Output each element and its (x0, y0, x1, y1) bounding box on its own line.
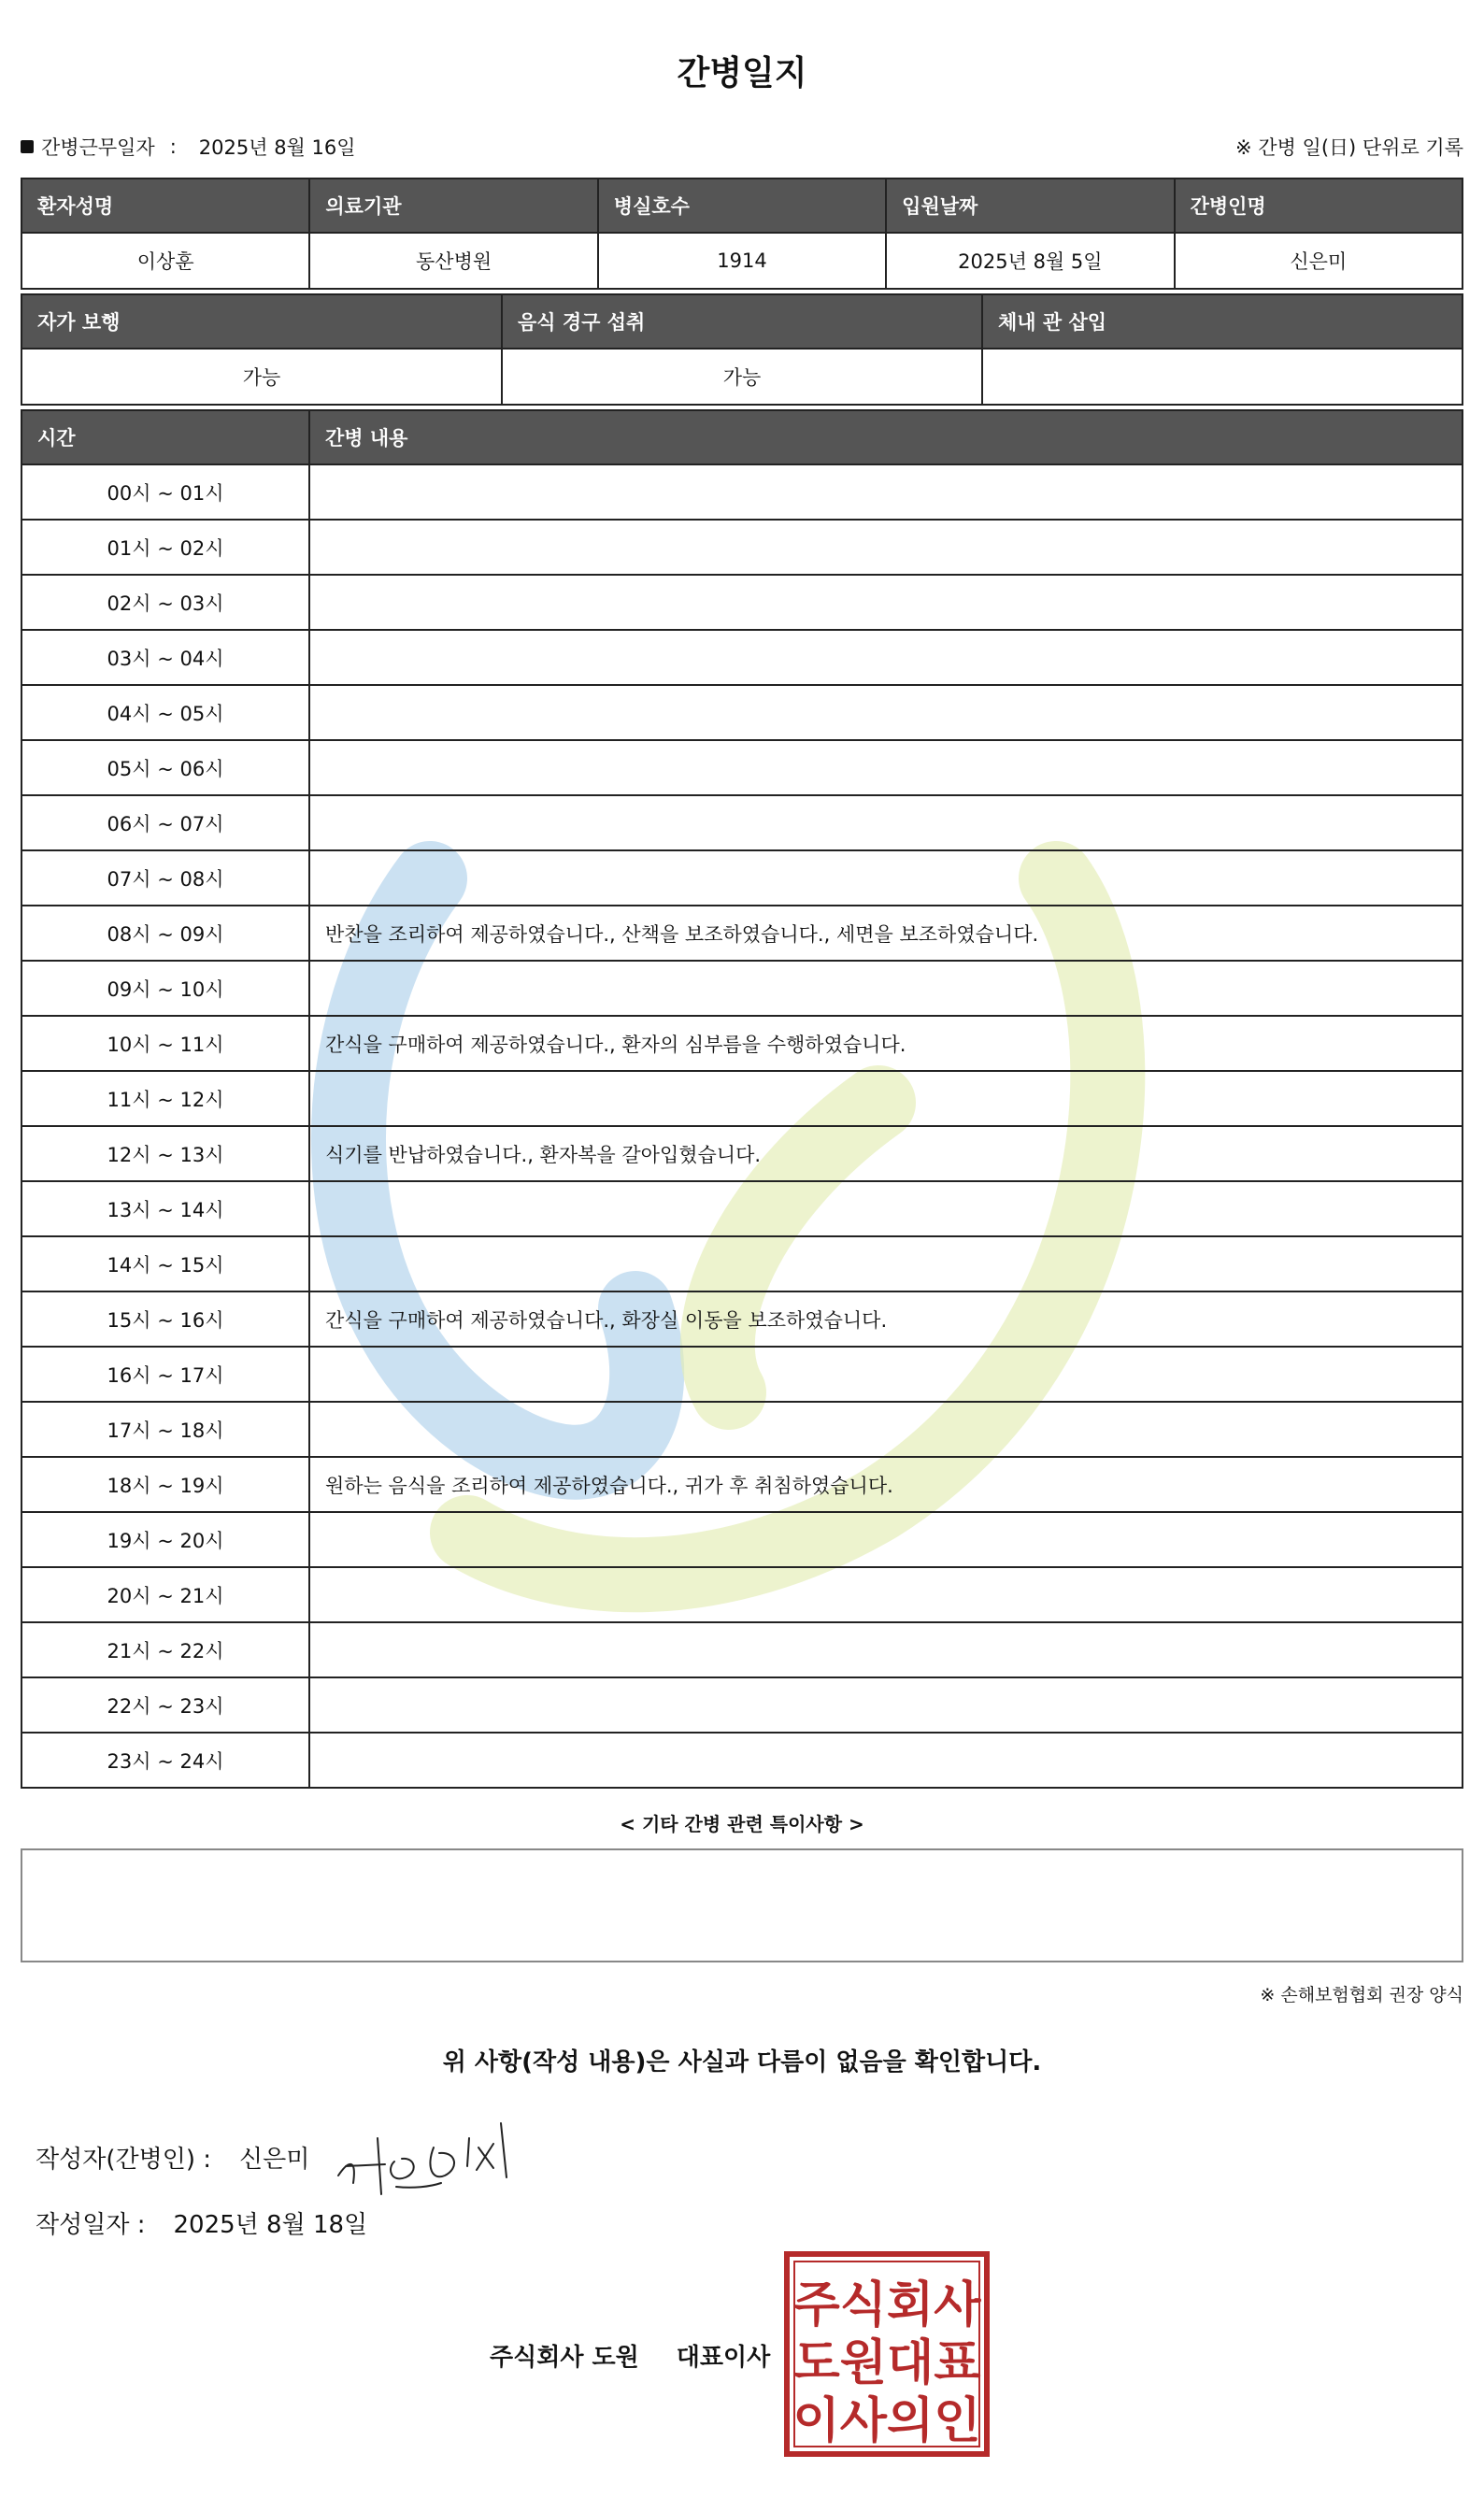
time-slot: 18시 ~ 19시 (21, 1457, 309, 1512)
table-row (21, 795, 1463, 850)
header-oral-intake: 음식 경구 섭취 (502, 294, 982, 349)
header-time: 시간 (21, 410, 309, 464)
table-row (21, 575, 1463, 630)
care-content (309, 1512, 1463, 1567)
time-slot: 07시 ~ 08시 (21, 850, 309, 906)
work-date-label: 간병근무일자 (41, 136, 155, 159)
care-content (309, 1071, 1463, 1126)
time-slot: 10시 ~ 11시 (21, 1016, 309, 1071)
table-row (21, 1291, 1463, 1347)
care-content: 식기를 반납하였습니다., 환자복을 갈아입혔습니다. (309, 1126, 1463, 1181)
table-row (21, 1402, 1463, 1457)
header-tube-insertion: 체내 관 삽입 (982, 294, 1463, 349)
table-row (21, 520, 1463, 575)
table-row (21, 1071, 1463, 1126)
written-date-label: 작성일자 : (36, 2211, 146, 2239)
tube-insertion-value (982, 349, 1463, 405)
time-slot: 12시 ~ 13시 (21, 1126, 309, 1181)
time-slot: 03시 ~ 04시 (21, 630, 309, 685)
header-self-walking: 자가 보행 (21, 294, 502, 349)
patient-table (21, 178, 1463, 290)
document-title: 간병일지 (677, 54, 807, 93)
unit-note: ※ 간병 일(日) 단위로 기록 (1235, 136, 1463, 159)
care-content (309, 1236, 1463, 1291)
table-row (21, 1236, 1463, 1291)
table-row (21, 850, 1463, 906)
table-row (21, 906, 1463, 961)
header-hospital: 의료기관 (309, 178, 597, 233)
meta-row (21, 133, 1463, 163)
caregiver-name: 신은미 (1175, 233, 1463, 289)
table-row (21, 1347, 1463, 1402)
care-content (309, 795, 1463, 850)
care-content (309, 1733, 1463, 1788)
confirm-statement: 위 사항(작성 내용)은 사실과 다름이 없음을 확인합니다. (442, 2048, 1042, 2076)
table-row (21, 1457, 1463, 1512)
hospital: 동산병원 (309, 233, 597, 289)
care-content: 간식을 구매하여 제공하였습니다., 환자의 심부름을 수행하였습니다. (309, 1016, 1463, 1071)
work-date-value: 2025년 8월 16일 (198, 136, 356, 159)
time-slot: 05시 ~ 06시 (21, 740, 309, 795)
time-slot: 08시 ~ 09시 (21, 906, 309, 961)
table-row (21, 464, 1463, 520)
care-content: 간식을 구매하여 제공하였습니다., 화장실 이동을 보조하였습니다. (309, 1291, 1463, 1347)
header-care-content: 간병 내용 (309, 410, 1463, 464)
time-slot: 17시 ~ 18시 (21, 1402, 309, 1457)
table-row (21, 1567, 1463, 1622)
care-log-table (21, 409, 1463, 1789)
company-seal-stamp (783, 2250, 991, 2458)
time-slot: 00시 ~ 01시 (21, 464, 309, 520)
company-name: 주식회사 도원 (490, 2344, 639, 2372)
time-slot: 09시 ~ 10시 (21, 961, 309, 1016)
self-walking-value: 가능 (21, 349, 502, 405)
writer-label: 작성자(간병인) : (36, 2146, 212, 2174)
work-date-separator: : (169, 136, 177, 158)
table-row (21, 630, 1463, 685)
time-slot: 02시 ~ 03시 (21, 575, 309, 630)
time-slot: 13시 ~ 14시 (21, 1181, 309, 1236)
patient-name: 이상훈 (21, 233, 309, 289)
care-content (309, 1402, 1463, 1457)
svg-text:주식회사: 주식회사 (792, 2277, 981, 2333)
care-content (309, 520, 1463, 575)
header-room-number: 병실호수 (598, 178, 886, 233)
table-row (21, 685, 1463, 740)
table-row (21, 1622, 1463, 1677)
svg-text:도원대표: 도원대표 (792, 2335, 981, 2391)
status-table (21, 293, 1463, 406)
recommend-note: ※ 손해보험협회 권장 양식 (1260, 1985, 1463, 2005)
time-slot: 23시 ~ 24시 (21, 1733, 309, 1788)
care-content: 반찬을 조리하여 제공하였습니다., 산책을 보조하였습니다., 세면을 보조하였습니다. (309, 906, 1463, 961)
time-slot: 15시 ~ 16시 (21, 1291, 309, 1347)
writer-row (36, 2140, 309, 2175)
time-slot: 14시 ~ 15시 (21, 1236, 309, 1291)
notes-title: < 기타 간병 관련 특이사항 > (620, 1813, 864, 1835)
table-row (21, 1016, 1463, 1071)
care-content (309, 740, 1463, 795)
table-row (21, 1512, 1463, 1567)
care-content (309, 575, 1463, 630)
table-row (21, 1126, 1463, 1181)
care-content (309, 1677, 1463, 1733)
care-content (309, 850, 1463, 906)
care-content: 원하는 음식을 조리하여 제공하였습니다., 귀가 후 취침하였습니다. (309, 1457, 1463, 1512)
time-slot: 22시 ~ 23시 (21, 1677, 309, 1733)
work-date (21, 133, 356, 161)
time-slot: 21시 ~ 22시 (21, 1622, 309, 1677)
table-row (21, 961, 1463, 1016)
representative-title: 대표이사 (676, 2344, 771, 2372)
care-content (309, 961, 1463, 1016)
care-content (309, 1181, 1463, 1236)
company-row (490, 2338, 770, 2373)
admission-date: 2025년 8월 5일 (886, 233, 1174, 289)
care-content (309, 1622, 1463, 1677)
time-slot: 16시 ~ 17시 (21, 1347, 309, 1402)
written-date-row (36, 2205, 367, 2240)
table-row (21, 1677, 1463, 1733)
care-content (309, 1567, 1463, 1622)
bullet-square-icon (21, 140, 34, 153)
care-content (309, 630, 1463, 685)
time-slot: 04시 ~ 05시 (21, 685, 309, 740)
written-date-value: 2025년 8월 18일 (173, 2211, 368, 2239)
time-slot: 01시 ~ 02시 (21, 520, 309, 575)
room-number: 1914 (598, 233, 886, 289)
time-slot: 11시 ~ 12시 (21, 1071, 309, 1126)
writer-name: 신은미 (239, 2146, 310, 2174)
notes-box (21, 1848, 1463, 1962)
oral-intake-value: 가능 (502, 349, 982, 405)
time-slot: 19시 ~ 20시 (21, 1512, 309, 1567)
care-content (309, 685, 1463, 740)
care-log-body (21, 464, 1463, 1788)
table-row (21, 740, 1463, 795)
svg-text:이사의인: 이사의인 (792, 2393, 981, 2449)
time-slot: 06시 ~ 07시 (21, 795, 309, 850)
header-admission-date: 입원날짜 (886, 178, 1174, 233)
table-row (21, 1733, 1463, 1788)
table-row (21, 1181, 1463, 1236)
care-content (309, 464, 1463, 520)
header-caregiver-name: 간병인명 (1175, 178, 1463, 233)
handwritten-signature (329, 2110, 525, 2204)
header-patient-name: 환자성명 (21, 178, 309, 233)
care-content (309, 1347, 1463, 1402)
time-slot: 20시 ~ 21시 (21, 1567, 309, 1622)
